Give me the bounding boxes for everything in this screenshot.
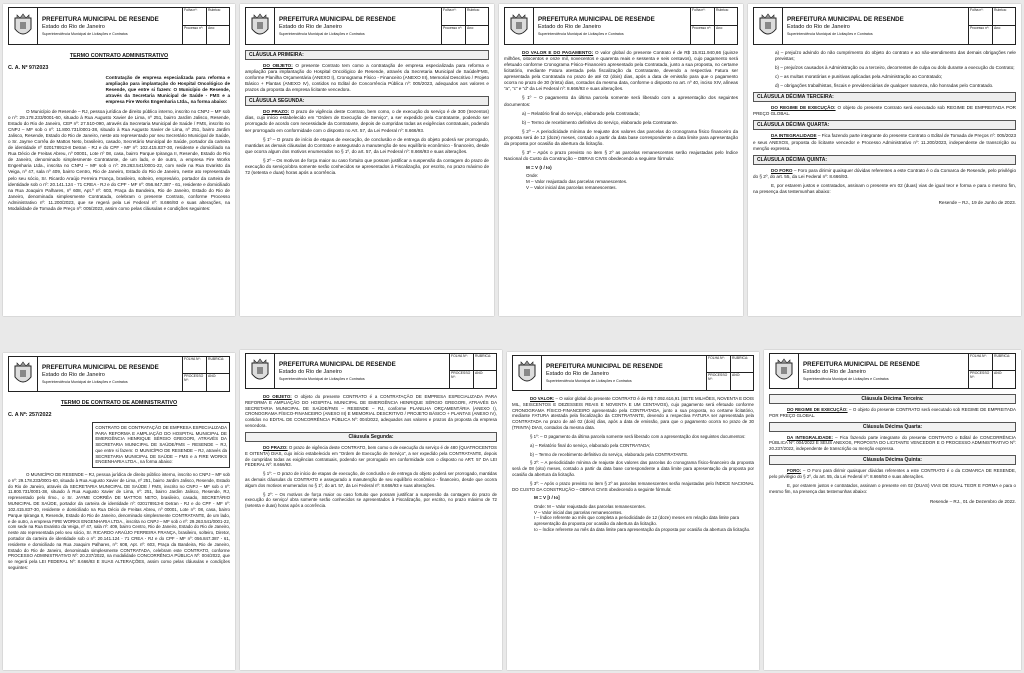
header-boxes bbox=[182, 8, 229, 44]
clause-lead: DO PRAZO: bbox=[263, 109, 290, 115]
clause-text: – O valor global do presente CONTRATO é de R$ 7.092.616,91 (SETE MILHÕES, NOVENTA E DOIS MIL, SEISCENTOS E DEZESSEIS REAIS E NOVENTA E UM CENTAVOS), cujo pagamento será efetuado conforme CRONOGRAMA FÍSICO-FINANCEIRO apresentado pela CONTRATADA, junto a sua proposta, no certame licitatório, mediante FATURA atestada pela fiscalização da CONTRATANTE, devendo a respectiva FATURA ser apresentada pela CONTRATADA no prazo de até 02 (dois) dias, após a data de emissão, para que o pagamento ocorra no prazo de 30 (TRINTA) DIAS, contados da mesma data. bbox=[512, 396, 754, 431]
page-2023-3 bbox=[499, 4, 743, 316]
formula-legend: V – Valor inicial das parcelas remanescentes. bbox=[534, 509, 623, 515]
header-title: PREFEITURA MUNICIPAL DE RESENDE bbox=[546, 362, 663, 370]
readjust-formula: M = V [I / Io] bbox=[534, 495, 560, 501]
clause-text: O objeto do presente Contrato será executado sob REGIME DE EMPREITADA POR PREÇO GLOBAL. bbox=[753, 105, 1016, 117]
document-header bbox=[245, 7, 489, 45]
municipal-crest-icon bbox=[770, 354, 799, 388]
formula-legend: M – Valor reajustado das parcelas remanescentes. bbox=[526, 179, 628, 185]
clause-lead: DO FORO bbox=[771, 167, 793, 173]
clause-lead: DO VALOR: bbox=[530, 396, 555, 401]
ano-box: Ano: bbox=[206, 26, 229, 44]
clause-heading: Cláusula Décima Quinta: bbox=[769, 455, 1016, 465]
closing-text: E, por estarem justos e contratados, assinam o presente em 02 (duas) vias de igual teor e forma e para o mesmo fim, na presença das testemunhas abaixo: bbox=[753, 182, 1016, 194]
header-superintendency: Superintendência Municipal de Licitações e Contratos bbox=[546, 379, 632, 384]
municipal-crest-icon bbox=[246, 8, 275, 44]
clause-text: – O Foro para dirimir quaisquer dúvidas referentes a este CONTRATO é o da COMARCA DE RESENDE, pelo privilégio do § 2º, do art. 55, da Lei Federal nº: 8.666/93 e suas alterações. bbox=[769, 468, 1016, 479]
folha-box: FOLHA Nº: bbox=[707, 356, 730, 373]
rubrica-box: Rubrica: bbox=[992, 8, 1015, 26]
processo-box: PROCESSO Nº: bbox=[184, 374, 204, 382]
processo-box: Processo nº: bbox=[184, 26, 204, 30]
header-boxes bbox=[441, 8, 488, 44]
clause-text: O objeto do presente CONTRATO é a CONTRATAÇÃO DE EMPRESA ESPECIALIZADA PARA REFORMA E AMPLIAÇÃO DO HOSPITAL MUNICIPAL DE EMERGÊNCIA HENRIQUE SÉRGIO GREGORI, ATRAVÉS DA SECRETARIA MUNICIPAL DE SAÚDE/FMS – RESENDE – RJ, conforme PLANILHA ORÇAMENTÁRIA (ANEXO I), CRONOGRAMA FÍSICO-FINANCEIRO (ANEXO III) E MEMORIAL DESCRITIVO / PROJETO BÁSICO + PLANTAS (ANEXO IV), contidos no EDITAL DE CONCORRÊNCIA PÚBLICA Nº: 004/2022, adequados aos valores e prazos da proposta da empresa vencedora. bbox=[245, 394, 497, 429]
header-superintendency: Superintendência Municipal de Licitações e Contratos bbox=[538, 32, 624, 37]
header-subtitle: Estado do Rio de Janeiro bbox=[42, 371, 105, 378]
header-subtitle: Estado do Rio de Janeiro bbox=[538, 23, 601, 30]
paragraph: § 2º – A periodicidade mínima de reajuste dos valores das parcelas do cronograma físico financeiro da proposta será de 12 (doze) meses, contado a partir da data base correspondente a data limite para apresentação da proposta por ocasião da abertura da licitação. bbox=[504, 128, 738, 146]
paragraph: § 3º – Após o prazo previsto no item § 2º as parcelas remanescentes serão reajustadas pelo Índice Nacional do Custo da Construção – OBRAS CIVIS obedecendo a seguinte fórmula: bbox=[504, 149, 738, 161]
list-item: b) – Termo de recebimento definitivo do serviço, elaborado pela Contratante. bbox=[522, 119, 678, 125]
processo-box: Processo nº: bbox=[970, 26, 990, 30]
header-subtitle: Estado do Rio de Janeiro bbox=[787, 23, 850, 30]
signature-date: Resende – RJ., 01 de Dezembro de 2022. bbox=[929, 499, 1016, 505]
municipal-crest-icon bbox=[754, 8, 783, 44]
header-superintendency: Superintendência Municipal de Licitações e Contratos bbox=[42, 380, 128, 385]
paragraph: § 1º – O pagamento da última parcela somente será liberado com a apresentação dos seguintes documentos: bbox=[504, 95, 738, 107]
header-superintendency: Superintendência Municipal de Licitações e Contratos bbox=[787, 32, 873, 37]
ano-box: Ano: bbox=[714, 26, 737, 44]
list-item: a) – Relatório final do serviço, elaborado pela Contratada; bbox=[522, 110, 640, 116]
clause-text: O prazo de vigência deste Contrato, bem como, o de execução do serviço é de 300 (trezentos) dias, cujo início estabelecido em “Ordem de Execução de Serviço”, a ser expedido pela Contratante, podendo ser prorrogado de acordo com necessidade da Contratante, depois de cumpridas todas as exigências contratuais, podendo ser prorrogado em conformidade com o disposto no Art. 57, da Lei Federal nº: 8.666/93. bbox=[245, 109, 489, 133]
header-title: PREFEITURA MUNICIPAL DE RESENDE bbox=[538, 15, 655, 23]
document-header bbox=[753, 7, 1016, 45]
ano-box: Ano: bbox=[465, 26, 488, 44]
list-item: a) – Relatório final do serviço, elaborado pela CONTRATADA; bbox=[530, 442, 651, 448]
header-subtitle: Estado do Rio de Janeiro bbox=[279, 23, 342, 30]
rubrica-box: RUBRICA: bbox=[206, 357, 229, 374]
clause-heading: CLÁUSULA DÉCIMA QUINTA: bbox=[753, 155, 1016, 165]
clause-text: – O objeto do presente CONTRATO será executado sob REGIME DE EMPREITADA POR PREÇO GLOBAL. bbox=[769, 407, 1016, 418]
document-header bbox=[245, 353, 497, 389]
clause-heading: Cláusula Segunda: bbox=[245, 432, 497, 442]
contract-parties: O Município de Resende – RJ, pessoa jurídica de direito público interno, inscrito no CNPJ – MF sob o nº: 29.178.233/0001-60, situado à Rua Augusto Xavier de Lima, nº 251, bairro Jardim Jalisco, Resende, Estado do Rio de Janeiro, CEP nº: 27.510-090, através da Secretaria Municipal de Saúde / FMS, inscrito no CNPJ – MF sob o nº: 11.800.731/0001-38, situado à Rua Augusto Xavier de Lima, nº 251, bairro Jardim Jalisco, Resende, Estado do Rio de Janeiro, neste ato representado por seu Secretário Municipal de Saúde, o Sr. Jayme Corrêa de Mattos Neto, brasileiro, casado, Secretário Municipal de Saúde, portador da carteira de identidade nº 020178913-8 Detran - RJ e do CPF - MF nº: 102.415.837-30, residente e domiciliado na Rua Décio de Freitas Abreu, nº 00001, Lote nº 08, casa, bairro Parque Ipiranga II, Resende, Estado do Rio de Janeiro, denominado simplesmente Contratante, de um lado, e de outro, a empresa Fire Works Engenharia Ltda., inscrita no CNPJ – MF sob o nº: 29.263.541/0001-22, com sede na Rua Evaristo da Veiga, nº 47, sala nº 409, bairro Centro, Rio de Janeiro, Estado do Rio de Janeiro, neste ato representada pelo seu sócio, Sr. Ricardo Araújo Ferreira França, brasileiro, solteiro, empresário, portador da carteira de identidade sob o nº: 20.141.124 - 71 CREA - RJ e do CPF - MF nº: 056.847.387 - 61, residente e domiciliado na Rua Joaquim Palhares, nº 608, Apt.º nº: 603, Praça da Bandeira, Rio de Janeiro, Estado do Rio de Janeiro, denominada simplesmente Contratada, celebram o presente Contrato, conforme Processo Administrativo nº: 11.200/2023, que se regerá pela Lei Federal nº: 8.666/93 e suas alterações, na Modalidade de Tomada de Preço nº: 005/2023, assim como pelas cláusulas e condições seguintes: bbox=[8, 108, 230, 211]
readjust-formula: M = V (I / Io) bbox=[526, 165, 552, 170]
clause-heading: Cláusula Décima Terceira: bbox=[769, 394, 1016, 404]
clause-heading: CLÁUSULA DÉCIMA QUARTA: bbox=[753, 120, 1016, 130]
rubrica-box: Rubrica: bbox=[465, 8, 488, 26]
municipal-crest-icon bbox=[505, 8, 534, 44]
document-header bbox=[769, 353, 1016, 389]
clause-lead: DO OBJETO: bbox=[263, 394, 292, 399]
header-title: PREFEITURA MUNICIPAL DE RESENDE bbox=[42, 15, 159, 23]
rubrica-box: RUBRICA: bbox=[730, 356, 753, 373]
ano-box: ANO: bbox=[473, 371, 496, 388]
ano-box: ANO: bbox=[730, 373, 753, 390]
folha-box: Folha nº: bbox=[691, 8, 714, 26]
contract-number: C. A Nº: 257/2022 bbox=[8, 412, 52, 418]
page-2022-3 bbox=[507, 352, 759, 670]
document-header bbox=[8, 356, 230, 392]
paragraph: § 2º: – A periodicidade mínima de reajuste dos valores das parcelas do cronograma físico-financeiro da proposta será de 08 (oito) meses, contado a partir da data base correspondente a data limite para apresentação da proposta por ocasião da abertura da licitação. bbox=[512, 460, 754, 477]
rubrica-box: Rubrica: bbox=[714, 8, 737, 26]
paragraph: § 1º – O prazo de início de etapas de execução, de conclusão e de entrega do objeto poderá ser prorrogado, mantidas as demais cláusulas do Contrato e assegurado a manutenção de seu equilíbrio econômico - financeiro, desde que ocorra algum dos motivos enumerados no § 1º, do art. 57, da Lei Federal nº: 8.666/93 e suas alterações. bbox=[245, 136, 489, 154]
page-2022-2 bbox=[240, 350, 502, 670]
closing-text: E, por estarem justos e contratados, assinam o presente em 02 (DUAS) VIAS DE IGUAL TEOR E FORMA e para o mesmo fim, na presença das testemunhas abaixo: bbox=[769, 482, 1016, 494]
list-item: b) – Termo de recebimento definitivo do serviço, elaborado pela CONTRATANTE. bbox=[530, 451, 689, 457]
rubrica-box: RUBRICA: bbox=[473, 354, 496, 371]
processo-box: PROCESSO Nº: bbox=[451, 371, 471, 379]
municipal-crest-icon bbox=[9, 8, 38, 44]
header-superintendency: Superintendência Municipal de Licitações e Contratos bbox=[42, 32, 128, 37]
page-2022-1 bbox=[3, 353, 235, 670]
contract-ementa: Contratação de empresa especializada para reforma e ampliação para implantação do Hospital Oncológico de Resende, que entre si fazem: O Município de Resende, através da Secretaria Municipal de Saúde - FMS e a empresa Fire Works Engenharia Ltda., na forma abaixo: bbox=[105, 75, 230, 104]
paragraph: § 1º: – O pagamento da última parcela somente será liberado com a apresentação dos seguintes documentos: bbox=[530, 433, 746, 439]
ano-box: ANO: bbox=[206, 374, 229, 391]
list-item: d) – obrigações trabalhistas, fiscais e previdenciárias de qualquer natureza, não honradas pelo Contratado. bbox=[775, 83, 994, 89]
paragraph: § 2º – Os motivos de força maior ou caso fortuito que possam justificar a suspensão da contagem do prazo de execução do serviço/obra somente serão conhecidos se apresentados à Fiscalização, por escrito, no prazo máximo de 72 (setenta e duas) horas após a ocorrência. bbox=[245, 157, 489, 175]
rubrica-box: RUBRICA: bbox=[992, 354, 1015, 371]
header-subtitle: Estado do Rio de Janeiro bbox=[546, 370, 609, 377]
clause-heading: Cláusula Décima Quarta: bbox=[769, 422, 1016, 432]
header-subtitle: Estado do Rio de Janeiro bbox=[42, 23, 105, 30]
page-2023-1 bbox=[3, 4, 235, 316]
municipal-crest-icon bbox=[9, 357, 38, 391]
processo-box: PROCESSO Nº: bbox=[708, 373, 728, 381]
folha-box: Folha nº: bbox=[442, 8, 465, 26]
clause-heading: CLÁUSULA SEGUNDA: bbox=[245, 96, 489, 106]
folha-box: FOLHA Nº: bbox=[450, 354, 473, 371]
processo-box: PROCESSO Nº: bbox=[970, 371, 990, 379]
header-boxes bbox=[968, 354, 1015, 388]
clause-lead: DO PRAZO: bbox=[263, 444, 288, 450]
header-boxes bbox=[182, 357, 229, 391]
header-title: PREFEITURA MUNICIPAL DE RESENDE bbox=[279, 15, 396, 23]
paragraph: § 2º: – Os motivos de força maior ou caso fortuito que possam justificar a suspensão da contagem do prazo de execução do serviço/ obra somente serão conhecidos se apresentados à Fiscalização, por escrito, no prazo máximo de 72 (setenta e duas) horas após a ocorrência. bbox=[245, 491, 497, 509]
header-subtitle: Estado do Rio de Janeiro bbox=[279, 368, 342, 375]
signature-date: Resende – RJ., 19 de Junho de 2023. bbox=[938, 199, 1016, 205]
formula-legend: Io – Índice referente ao mês da data limite para apresentação da proposta por ocasião da abertura da licitação. bbox=[534, 527, 751, 533]
header-subtitle: Estado do Rio de Janeiro bbox=[803, 368, 866, 375]
contract-parties: O MUNICÍPIO DE RESENDE – RJ, pessoa jurídica de direito público interno, inscrito no CNPJ – MF sob o nº: 29.178.233/0001-60, situado à Rua Augusto Xavier de Lima, nº 251, bairro Jardim Jalisco, Resende, Estado do Rio de Janeiro, através da SECRETARIA MUNICIPAL DE SAÚDE / FMS, inscrito no CNPJ – MF sob o nº: 11.800.731/0001-38, situado à Rua Augusto Xavier de Lima, nº: 251, bairro Jardim Jalisco, Resende, RJ, representado pelo Ilmo., o Sr. JAYME CORRÊA DE MATTOS NETO, brasileiro, casado, SECRETÁRIO MUNICIPAL DE SAÚDE, portador da carteira de identidade nº: 020178913-8 Detran - RJ e do CPF - MF nº: 102.415.837-30, residente e domiciliado na Rua Décio de Freitas Abreu, nº 00001, Lote nº: 08, casa, bairro Parque Ipiranga II, Resende, Estado do Rio de Janeiro, denominado simplesmente CONTRATANTE, de um lado, e de outro, a empresa FIRE WORKS ENGENHARIA LTDA., inscrita no CNPJ – MF sob o nº: 29.263.541/0001-22, com sede na Rua Evaristo da Veiga, nº 47, sala nº: 409, bairro Centro, Rio de Janeiro, Estado do Rio de Janeiro, neste ato representada pelo seu sócio, Sr. RICARDO ARAÚJO FERREIRA FRANÇA, brasileiro, solteiro, Diretor, portador da carteira de identidade sob o nº: 20.141.124 - 71 CREA - RJ e do CPF - MF nº: 056.847.387 - 61, residente e domiciliado na Rua Joaquim Palhares, nº: 608, Apt. nº: 603, Praça da Bandeira, Rio de Janeiro, Estado do Rio de Janeiro, denominada simplesmente CONTRATADA, celebram este CONTRATO, conforme PROCESSO ADMINISTRATIVO Nº: 20.237/2022, na modalidade CONCORRÊNCIA PÚBLICA Nº: 004/2022, que se regerá pela LEI FEDERAL Nº: 8.666/93 E SUAS ALTERAÇÕES, assim como pelas cláusulas e condições seguintes: bbox=[8, 472, 230, 571]
paragraph: § 1º: – O prazo de início de etapas de execução, de conclusão e de entrega do objeto poderá ser prorrogado, mantidas as demais cláusulas do CONTRATO e assegurado a manutenção de seu equilíbrio econômico - financeiro, desde que ocorra algum dos motivos enumerados no § 1º, do art. 57, da Lei Federal nº: 8.666/93 e suas alterações. bbox=[245, 471, 497, 488]
formula-legend: I – Índice referente ao mês que completa a periodicidade de 12 (doze) meses em relação data limite para apresentação da proposta por ocasião da abertura da licitação. bbox=[534, 515, 740, 527]
clause-lead: DA INTEGRALIDADE: bbox=[787, 434, 833, 440]
paragraph: § 3º: – Após o prazo previsto no item § 2º as parcelas remanescentes serão reajustadas pelo ÍNDICE NACIONAL DO CUSTO DA CONSTRUÇÃO – OBRAS CIVIS obedecendo a seguinte fórmula: bbox=[512, 480, 754, 492]
contract-title: TERMO DE CONTRATO DE ADMINISTRATIVO bbox=[60, 400, 178, 406]
clause-lead: DO OBJETO: bbox=[263, 63, 293, 68]
clause-text: O valor global do presente Contrato é de R$ 15.811.940,66 (quinze milhões, oitocentos e onze mil, novecentos e quarenta reais e sessenta e seis centavos), cujo pagamento será efetuado conforme Cronograma Físico-Financeiro apresentado pela Contratada, junto a sua proposta, no certame licitatório, mediante Fatura atestada pela fiscalização da Contratante, devendo a respectiva Fatura ser apresentada pela Contratada no prazo de até 02 (dois) dias, após a data de emissão para que o pagamento ocorra no prazo de 30 (trinta) dias, contados da mesma data, conforme o disposto no art. nº 40, inciso XIV, alíneas “a”, “c” e “d” da Lei Federal nº: 8.666/93 e suas alterações. bbox=[504, 50, 738, 92]
ano-box: ANO: bbox=[992, 371, 1015, 388]
header-title: PREFEITURA MUNICIPAL DE RESENDE bbox=[279, 360, 396, 368]
clause-text: – Fica fazendo parte integrante do presente Contrato o Edital de Tomada de Preços nº: 005/2023 e seus ANEXOS, proposta do licitante vencedor e Processo Administrativo nº: 11.200/2023, independente de transcrição ou menção expressa. bbox=[753, 133, 1016, 151]
clause-lead: DO VALOR E DO PAGAMENTO: bbox=[522, 50, 594, 55]
document-header bbox=[504, 7, 738, 45]
header-superintendency: Superintendência Municipal de Licitações e Contratos bbox=[803, 377, 889, 382]
clause-text: O presente Contrato tem como a contratação de empresa especializada para reforma e ampliação para implantação do Hospital Oncológico de Resende, através da Secretaria Municipal de Saúde/FMS, conforme Planilha Orçamentária (ANEXO I), Cronograma Físico - Financeiro (ANEXO III), Memorial Descritivo / Projeto Básico + Plantas (ANEXO IV), contidos no Edital de Concorrência Pública nº: 005/2023, adequados aos valores e prazos da proposta da empresa licitante vencedora. bbox=[245, 63, 489, 93]
header-title: PREFEITURA MUNICIPAL DE RESENDE bbox=[787, 15, 904, 23]
folha-box: FOLHA Nº: bbox=[183, 357, 206, 374]
page-2022-4 bbox=[764, 350, 1021, 670]
list-item: b) – prejuízos causados à Administração ou a terceiro, decorrentes de culpa ou dolo durante a execução do Contrato; bbox=[775, 65, 1015, 71]
header-superintendency: Superintendência Municipal de Licitações e Contratos bbox=[279, 377, 365, 382]
formula-legend: Onde: M – Valor reajustado das parcelas remanescentes. bbox=[534, 503, 646, 509]
folha-box: Folha nº: bbox=[183, 8, 206, 26]
formula-legend: V – Valor inicial das parcelas remanescentes. bbox=[526, 185, 617, 191]
clause-heading: CLÁUSULA DÉCIMA TERCEIRA: bbox=[753, 92, 1016, 102]
document-header bbox=[512, 355, 754, 391]
contract-number: C. A. Nº 97/2023 bbox=[8, 65, 49, 71]
clause-lead: DO REGIME DE EXECUÇÃO: bbox=[787, 407, 848, 412]
header-title: PREFEITURA MUNICIPAL DE RESENDE bbox=[42, 363, 159, 371]
header-boxes bbox=[968, 8, 1015, 44]
document-header bbox=[8, 7, 230, 45]
list-item: c) – as multas moratórias e punitivas aplicadas pela Administração ao Contratado; bbox=[775, 74, 943, 80]
header-boxes bbox=[449, 354, 496, 388]
clause-lead: DO REGIME DE EXECUÇÃO: bbox=[771, 105, 836, 111]
clause-heading: CLÁUSULA PRIMEIRA: bbox=[245, 50, 489, 60]
clause-text: – Fica fazendo parte integrante do presente CONTRATO o Edital de CONCORRÊNCIA PÚBLICA Nº: 004/2022 E SEUS ANEXOS, PROPOSTA DO LICITANTE VENCEDOR E O PROCESSO ADMINISTRATIVO Nº: 20.237/2022, independente de transcrição ou menção expressa. bbox=[769, 434, 1016, 452]
header-superintendency: Superintendência Municipal de Licitações e Contratos bbox=[279, 32, 365, 37]
municipal-crest-icon bbox=[513, 356, 542, 390]
clause-text: – Foro para dirimir quaisquer dúvidas referentes a este Contrato é o da Comarca de Resende, pelo privilégio do § 2º, do art. 55, da Lei Federal nº: 8.666/93. bbox=[753, 167, 1016, 179]
municipal-crest-icon bbox=[246, 354, 275, 388]
processo-box: Processo nº: bbox=[692, 26, 712, 30]
rubrica-box: Rubrica: bbox=[206, 8, 229, 26]
header-title: PREFEITURA MUNICIPAL DE RESENDE bbox=[803, 360, 920, 368]
clause-lead: DA INTEGRALIDADE bbox=[771, 133, 817, 139]
contract-title: TERMO CONTRATO ADMINISTRATIVO bbox=[69, 53, 169, 59]
contract-ementa: CONTRATO DE CONTRATAÇÃO DE EMPRESA ESPECIALIZADA PARA REFORMA E AMPLIAÇÃO DO HOSPITAL MUNICIPAL DE EMERGÊNCIA HENRIQUE SÉRGIO GREGORI, ATRAVÉS DA SECRETARIA MUNICIPAL DE SAÚDE/FMS – RESENDE – RJ, que entre si fazem: O MUNICÍPIO DE RESENDE – RJ, através da SECRETARIA MUNICIPAL DE SAÚDE – FMS e a FIRE WORKS ENGENHARIA LTDA., na forma abaixo: bbox=[92, 422, 230, 468]
formula-legend: Onde: bbox=[526, 173, 539, 179]
header-boxes bbox=[706, 356, 753, 390]
page-2023-2 bbox=[240, 4, 494, 316]
folha-box: Folha nº: bbox=[969, 8, 992, 26]
header-boxes bbox=[690, 8, 737, 44]
ano-box: Ano: bbox=[992, 26, 1015, 44]
processo-box: Processo nº: bbox=[443, 26, 463, 30]
folha-box: FOLHA Nº: bbox=[969, 354, 992, 371]
clause-text: O prazo de vigência deste CONTRATO, bem como o de execução do serviço é de 480 (QUATROCENTOS E OITENTA) DIAS, cujo início estabelecido em “Ordem de Execução de Serviço”, a ser expedido pela CONTRATANTE, depois de cumpridas todas as exigências contratuais, podendo ser prorrogado em conformidade com o disposto no ART. 57 DA LEI FEDERAL Nº: 8.666/93. bbox=[245, 444, 497, 468]
clause-lead: FORO: bbox=[787, 468, 802, 474]
page-2023-4 bbox=[748, 4, 1021, 316]
list-item: a) – prejuízo advindo do não cumprimento do objeto do contrato e ao não-atendimento das demais obrigações nele previstas; bbox=[775, 50, 1016, 62]
